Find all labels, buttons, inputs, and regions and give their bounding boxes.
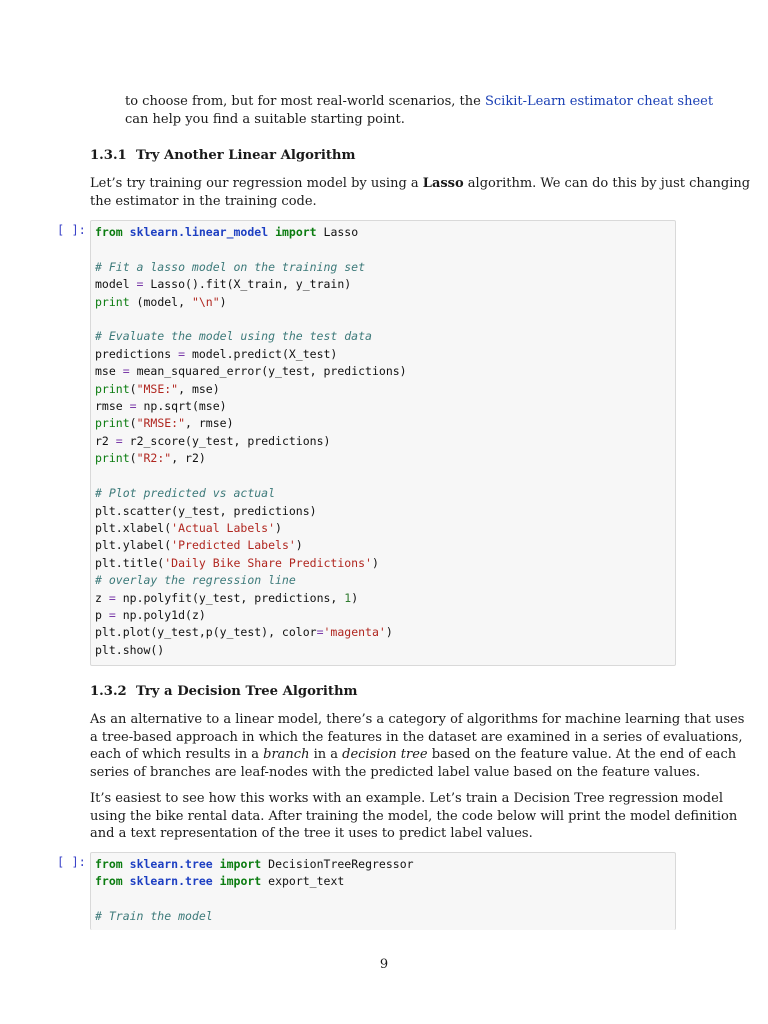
lasso-text-after: algorithm. We can do this by just changing (463, 176, 751, 191)
lasso-bold: Lasso (422, 176, 464, 191)
intro-paragraph (125, 93, 713, 128)
intro-text: to choose from, but for most real-world scenarios, the (125, 94, 485, 109)
lasso-text-line2: the estimator in the training code. (90, 193, 317, 209)
section-title: Try a Decision Tree Algorithm (136, 684, 358, 699)
page-number: 9 (379, 957, 389, 972)
paragraph-text: in a (309, 747, 343, 762)
code-cell-lasso[interactable] (90, 220, 676, 666)
paragraph-line: and a text representation of the tree it uses to predict label values. (90, 826, 533, 841)
intro-text-line2: can help you find a suitable starting point. (125, 111, 405, 127)
paragraph-text: based on the feature value. At the end of each (427, 747, 737, 762)
cell-prompt: [ ]: (57, 223, 86, 237)
estimator-cheat-sheet-link[interactable]: Scikit-Learn estimator cheat sheet (484, 94, 714, 109)
code-block: from sklearn.linear_model import Lasso # Fit a lasso model on the training set model = Lasso().fit(X_train, y_train) print (model, "\n") # Evaluate the model using the test data predictions = model.predict(X_test) mse = mean_squared_error(y_test, predictions) print("MSE:", mse) rmse = np.sqrt(mse) print("RMSE:", rmse) r2 = r2_score(y_test, predictions) print("R2:", r2) # Plot predicted vs actual plt.scatter(y_test, predictions) plt.xlabel('Actual Labels') plt.ylabel('Predicted Labels') plt.title('Daily Bike Share Predictions') # overlay the regression line z = np.polyfit(y_test, predictions, 1) p = np.poly1d(z) plt.plot(y_test,p(y_test), color='magenta') plt.show() (95, 225, 407, 657)
code-cell-decision-tree[interactable] (90, 852, 676, 930)
emphasis-branch: branch (263, 747, 310, 762)
example-paragraph (90, 790, 737, 843)
lasso-paragraph (90, 175, 750, 210)
decision-tree-paragraph (90, 711, 744, 781)
lasso-text: Let’s try training our regression model by using a (90, 176, 423, 191)
paragraph-line: a tree-based approach in which the features in the dataset are examined in a series of evaluations, (90, 729, 743, 745)
section-heading-132 (90, 684, 358, 699)
emphasis-decision-tree: decision tree (342, 747, 428, 762)
paragraph-text: each of which results in a (90, 747, 264, 762)
paragraph-line: It’s easiest to see how this works with an example. Let’s train a Decision Tree regression model (90, 791, 723, 806)
paragraph-line: As an alternative to a linear model, there’s a category of algorithms for machine learning that uses (90, 712, 745, 727)
code-block: from sklearn.tree import DecisionTreeRegressor from sklearn.tree import export_text # Train the model (95, 857, 414, 924)
paragraph-line: series of branches are leaf-nodes with the predicted label value based on the feature values. (90, 764, 701, 780)
paragraph-line: using the bike rental data. After training the model, the code below will print the model definition (90, 808, 738, 824)
section-number: 1.3.2 (90, 684, 127, 699)
section-number: 1.3.1 (90, 148, 127, 163)
section-title: Try Another Linear Algorithm (136, 148, 356, 163)
cell-prompt: [ ]: (57, 855, 86, 869)
section-heading-131 (90, 148, 355, 163)
